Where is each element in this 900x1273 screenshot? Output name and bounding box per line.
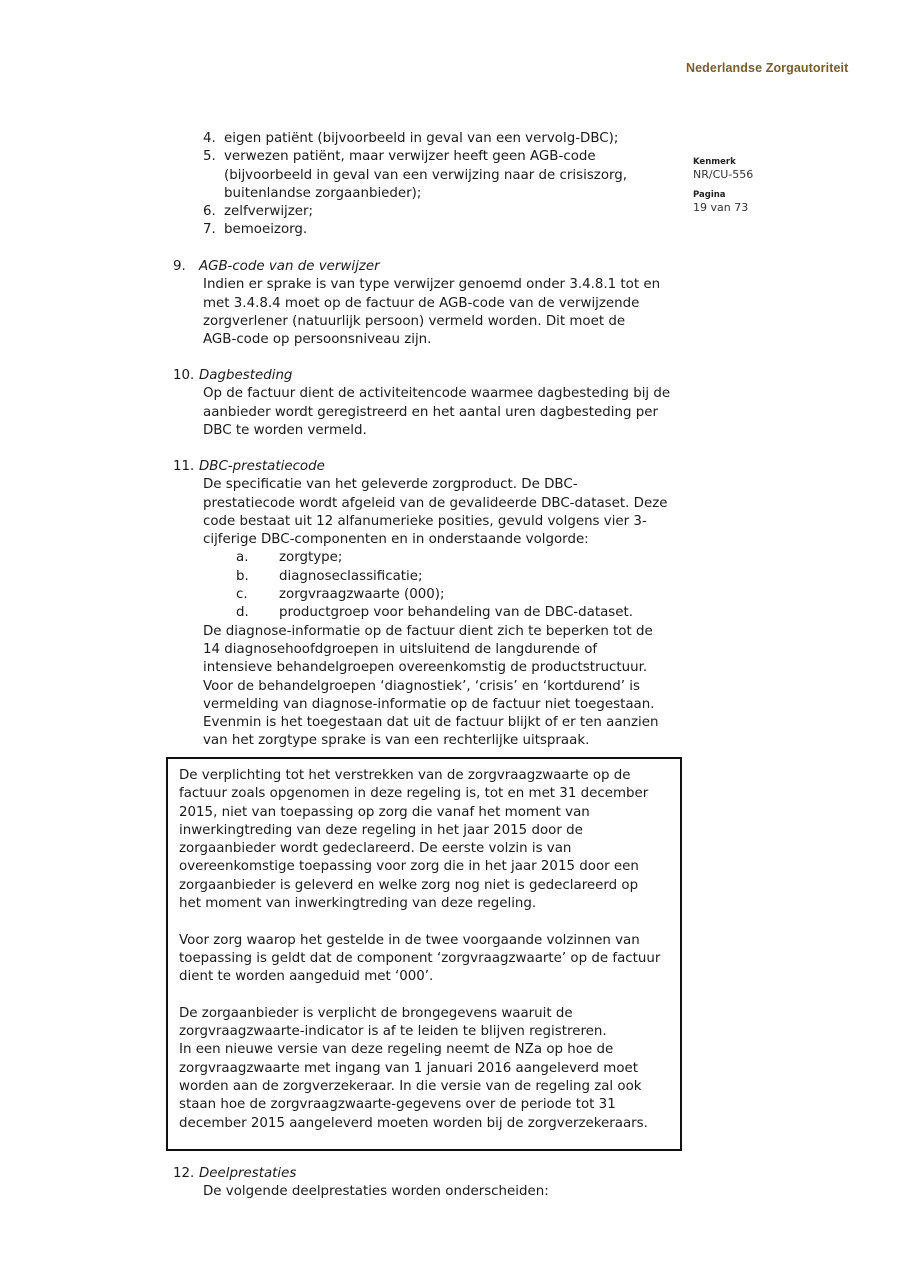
body-line: dient te worden aangeduid met ‘000’. (179, 969, 434, 985)
body-line: aanbieder wordt geregistreerd en het aantal uren dagbesteding per (203, 404, 658, 420)
referrer-type-list (203, 130, 627, 240)
section-title: Dagbesteding (199, 368, 293, 383)
section-dbc-prestatiecode (173, 458, 667, 751)
section-title: AGB-code van de verwijzer (199, 259, 380, 274)
body-line: van het zorgtype sprake is van een rechterlijke uitspraak. (203, 733, 590, 749)
list-number: 4. (203, 131, 216, 146)
body-line: worden aan de zorgverzekeraar. In die versie van de regeling zal ook (179, 1079, 642, 1095)
body-line: De specificatie van het geleverde zorgproduct. De DBC- (203, 477, 578, 493)
section-title: DBC-prestatiecode (199, 459, 325, 474)
section-deelprestaties (173, 1165, 549, 1202)
body-line: Indien er sprake is van type verwijzer genoemd onder 3.4.8.1 tot en (203, 277, 661, 293)
body-line: code bestaat uit 12 alfanumerieke posities, gevuld volgens vier 3- (203, 513, 647, 529)
section-dagbesteding (173, 367, 670, 440)
list-text: verwezen patiënt, maar verwijzer heeft geen AGB-code (224, 149, 596, 165)
body-line: Evenmin is het toegestaan dat uit de factuur blijkt of er ten aanzien (203, 715, 659, 731)
list-number: 6. (203, 204, 216, 220)
section-heading (173, 367, 670, 385)
section-body (203, 276, 660, 349)
body-line: In een nieuwe versie van deze regeling neemt de NZa op hoe de (179, 1042, 614, 1058)
notice-paragraph (179, 767, 674, 913)
body-line: Op de factuur dient de activiteitencode waarmee dagbesteding bij de (203, 386, 671, 402)
component-item (203, 604, 667, 622)
paragraph-gap (179, 987, 674, 1005)
body-line: factuur zoals opgenomen in deze regeling is, tot en met 31 december (179, 786, 649, 802)
body-line: 2015, niet van toepassing op zorg die vanaf het moment van (179, 804, 590, 820)
body-line: zorgvraagzwaarte met ingang van 1 januari 2016 aangeleverd moet (179, 1060, 639, 1076)
body-line: 14 diagnosehoofdgroepen in uitsluitend de langdurende of (203, 641, 598, 657)
body-line: De diagnose-informatie op de factuur dient zich te beperken tot de (203, 623, 653, 639)
pagina-label: Pagina (693, 190, 726, 200)
section-body (203, 1183, 549, 1201)
section-heading (173, 458, 667, 476)
organization-name: Nederlandse Zorgautoriteit (686, 61, 849, 75)
component-text: zorgtype; (279, 550, 343, 566)
section-title: Deelprestaties (199, 1166, 297, 1181)
body-line: prestatiecode wordt afgeleid van de gevalideerde DBC-dataset. Deze (203, 495, 668, 511)
component-item (203, 568, 667, 586)
body-line: zorgvraagzwaarte-indicator is af te leiden te blijven registreren. (179, 1024, 607, 1040)
list-item (203, 148, 627, 203)
component-letter: b. (236, 568, 249, 584)
body-line: De zorgaanbieder is verplicht de brongegevens waaruit de (179, 1005, 573, 1021)
section-number: 12. (173, 1166, 195, 1181)
section-number: 9. (173, 259, 186, 274)
component-item (203, 586, 667, 604)
list-text: bemoeizorg. (224, 222, 308, 238)
component-letter: a. (236, 550, 249, 566)
body-line: Voor de behandelgroepen ‘diagnostiek’, ‘crisis’ en ‘kortdurend’ is (203, 678, 640, 694)
list-text: (bijvoorbeeld in geval van een verwijzing naar de crisiszorg, (224, 167, 628, 183)
notice-paragraph (179, 932, 674, 987)
section-number: 11. (173, 459, 195, 474)
component-text: productgroep voor behandeling van de DBC-dataset. (279, 605, 634, 621)
body-line: zorgverlener (natuurlijk persoon) vermeld worden. Dit moet de (203, 313, 626, 329)
body-line: met 3.4.8.4 moet op de factuur de AGB-code van de verwijzende (203, 295, 640, 311)
body-line: DBC te worden vermeld. (203, 422, 367, 438)
component-text: diagnoseclassificatie; (279, 568, 423, 584)
component-text: zorgvraagzwaarte (000); (279, 587, 445, 603)
kenmerk-label: Kenmerk (693, 157, 736, 167)
list-number: 7. (203, 222, 216, 238)
body-line: intensieve behandelgroepen overeenkomstig de productstructuur. (203, 660, 648, 676)
body-line: cijferige DBC-componenten en in onderstaande volgorde: (203, 532, 589, 548)
section-heading (173, 1165, 549, 1183)
paragraph-gap (179, 913, 674, 931)
list-item (203, 203, 627, 221)
pagina-block (693, 190, 748, 214)
body-line: zorgaanbieder wordt gedeclareerd. De eerste volzin is van (179, 841, 572, 857)
kenmerk-block (693, 157, 753, 181)
body-line: De volgende deelprestaties worden onderscheiden: (203, 1184, 549, 1200)
component-item (203, 549, 667, 567)
body-line: toepassing is geldt dat de component ‘zorgvraagzwaarte’ op de factuur (179, 950, 661, 966)
section-agb-code (173, 258, 660, 349)
list-text: eigen patiënt (bijvoorbeeld in geval van een vervolg-DBC); (224, 131, 619, 146)
list-text: zelfverwijzer; (224, 204, 314, 220)
notice-paragraph (179, 1005, 674, 1133)
body-line: overeenkomstige toepassing voor zorg die in het jaar 2015 door een (179, 859, 639, 875)
body-line: De verplichting tot het verstrekken van de zorgvraagzwaarte op de (179, 768, 631, 783)
list-item (203, 130, 627, 148)
body-line: staan hoe de zorgvraagzwaarte-gegevens over de periode tot 31 (179, 1097, 616, 1113)
notice-box (166, 757, 682, 1151)
notice-box-content (179, 767, 674, 1133)
pagina-value: 19 van 73 (693, 201, 749, 214)
list-text: buitenlandse zorgaanbieder); (224, 185, 422, 201)
kenmerk-value: NR/CU-556 (693, 168, 754, 181)
section-body (203, 385, 670, 440)
body-line: zorgaanbieder is geleverd en welke zorg nog niet is gedeclareerd op (179, 877, 639, 893)
section-heading (173, 258, 660, 276)
body-line: vermelding van diagnose-informatie op de factuur niet toegestaan. (203, 696, 655, 712)
body-line: het moment van inwerkingtreding van deze regeling. (179, 896, 537, 912)
body-line: december 2015 aangeleverd moeten worden bij de zorgverzekeraars. (179, 1115, 648, 1131)
body-line: AGB-code op persoonsniveau zijn. (203, 332, 432, 348)
list-item (203, 221, 627, 239)
body-line: inwerkingtreding van deze regeling in het jaar 2015 door de (179, 822, 583, 838)
component-letter: d. (236, 605, 249, 621)
section-body (203, 476, 667, 750)
section-number: 10. (173, 368, 195, 383)
list-number: 5. (203, 149, 216, 165)
body-line: Voor zorg waarop het gestelde in de twee voorgaande volzinnen van (179, 932, 640, 948)
component-letter: c. (236, 587, 248, 603)
